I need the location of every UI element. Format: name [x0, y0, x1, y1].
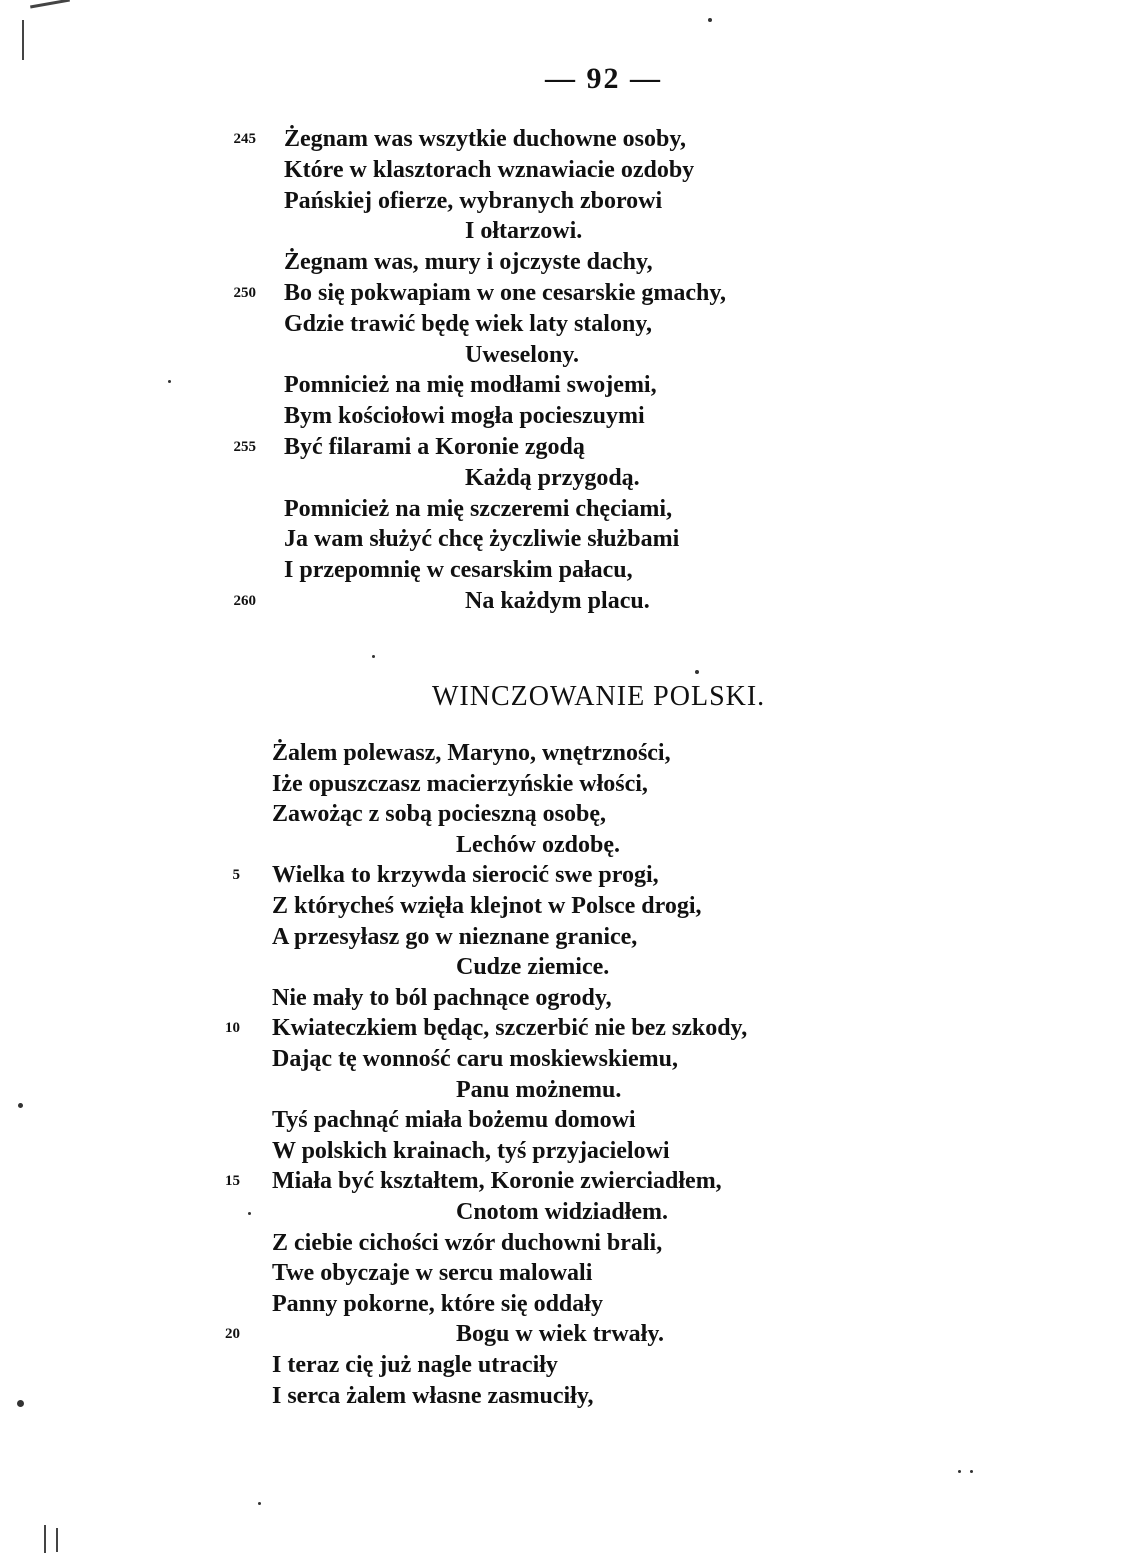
verse-line	[0, 340, 1140, 371]
verse-line-text: A przesyłasz go w nieznane granice,	[272, 923, 638, 950]
verse-line	[0, 278, 1140, 309]
verse-line-text: I serca żalem własne zasmuciły,	[272, 1382, 594, 1409]
verse-line-text: Miała być kształtem, Koronie zwierciadłem,	[272, 1168, 722, 1195]
page-number-header: — 92 —	[545, 62, 662, 95]
verse-line	[0, 247, 1140, 278]
verse-line	[0, 1228, 1140, 1259]
verse-line-text: Pańskiej ofierze, wybranych zborowi	[284, 187, 663, 214]
line-number: 5	[232, 867, 240, 884]
verse-line	[0, 432, 1140, 463]
page-edge-mark	[30, 0, 70, 8]
verse-line-text: W polskich krainach, tyś przyjacielowi	[272, 1137, 670, 1164]
verse-line-text: Zawożąc z sobą pocieszną osobę,	[272, 801, 606, 828]
verse-line	[0, 1319, 1140, 1350]
verse-line-text: Panny pokorne, które się oddały	[272, 1290, 603, 1317]
speck	[970, 1470, 973, 1473]
verse-line	[0, 1289, 1140, 1320]
verse-line-text: Bo się pokwapiam w one cesarskie gmachy,	[284, 280, 727, 306]
line-number: 245	[233, 131, 256, 147]
verse-line-text: Które w klasztorach wznawiacie ozdoby	[284, 156, 695, 183]
verse-line-text: Z którycheś wzięła klejnot w Polsce drogi,	[272, 893, 702, 919]
verse-line-text: Być filarami a Koronie zgodą	[284, 434, 585, 460]
verse-line-text: Tyś pachnąć miała bożemu domowi	[272, 1107, 636, 1134]
line-number: 10	[225, 1020, 240, 1037]
verse-line-text: Żalem polewasz, Maryno, wnętrzności,	[272, 740, 671, 766]
verse-line	[0, 586, 1140, 617]
verse-line	[0, 891, 1140, 922]
line-number: 20	[225, 1326, 240, 1343]
line-number: 15	[225, 1173, 240, 1190]
verse-line-text: Kwiateczkiem będąc, szczerbić nie bez szkody,	[272, 1015, 748, 1042]
verse-line	[0, 186, 1140, 217]
verse-line	[0, 1136, 1140, 1167]
verse-line	[0, 769, 1140, 800]
verse-line	[0, 155, 1140, 186]
verse-line	[0, 983, 1140, 1014]
verse-line	[0, 922, 1140, 953]
verse-line-text: Pomnicież na mię szczeremi chęciami,	[284, 495, 673, 522]
verse-line	[0, 555, 1140, 586]
verse-line-text: Z ciebie cichości wzór duchowni brali,	[272, 1229, 663, 1256]
speck	[258, 1502, 261, 1505]
verse-line-text: Wielka to krzywda sierocić swe progi,	[272, 862, 659, 889]
verse-line	[0, 370, 1140, 401]
verse-line	[0, 1258, 1140, 1289]
verse-line	[0, 463, 1140, 494]
verse-line-text: I teraz cię już nagle utraciły	[272, 1352, 558, 1378]
verse-line	[0, 309, 1140, 340]
verse-line	[0, 1044, 1140, 1075]
verse-line	[0, 1350, 1140, 1381]
verse-line-text: Pomnicież na mię modłami swojemi,	[284, 372, 657, 399]
verse-line	[0, 494, 1140, 525]
verse-line-text: Żegnam was, mury i ojczyste dachy,	[284, 249, 653, 276]
verse-line	[0, 1105, 1140, 1136]
line-number: 250	[233, 285, 256, 301]
verse-line-text: Iże opuszczasz macierzyńskie włości,	[272, 770, 648, 797]
verse-line	[0, 1166, 1140, 1197]
refrain-line-text: Na każdym placu.	[465, 588, 650, 614]
speck	[695, 670, 699, 674]
verse-line-text: Twe obyczaje w sercu malowali	[272, 1260, 593, 1287]
line-number: 255	[233, 439, 256, 455]
refrain-line-text: Bogu w wiek trwały.	[456, 1321, 665, 1348]
verse-line	[0, 1013, 1140, 1044]
verse-line-text: Ja wam służyć chcę życzliwie służbami	[284, 526, 680, 553]
verse-line-text: Dając tę wonność caru moskiewskiemu,	[272, 1046, 678, 1072]
refrain-line-text: Cnotom widziadłem.	[456, 1199, 668, 1225]
refrain-line-text: Panu możnemu.	[456, 1076, 622, 1103]
verse-line	[0, 738, 1140, 769]
verse-line	[0, 830, 1140, 861]
line-number: 260	[233, 593, 256, 609]
refrain-line-text: I ołtarzowi.	[465, 218, 583, 245]
verse-line	[0, 1381, 1140, 1412]
verse-line	[0, 1197, 1140, 1228]
verse-line	[0, 216, 1140, 247]
speck	[372, 655, 375, 658]
verse-line	[0, 952, 1140, 983]
page-edge-mark	[22, 20, 24, 60]
verse-line	[0, 524, 1140, 555]
verse-line-text: I przepomnię w cesarskim pałacu,	[284, 557, 633, 584]
verse-line	[0, 799, 1140, 830]
verse-line	[0, 124, 1140, 155]
refrain-line-text: Uweselony.	[465, 341, 579, 368]
verse-line-text: Bym kościołowi mogła pocieszuymi	[284, 403, 645, 430]
refrain-line-text: Lechów ozdobę.	[456, 831, 620, 858]
speck	[708, 18, 712, 22]
speck	[958, 1470, 961, 1473]
refrain-line-text: Każdą przygodą.	[465, 464, 640, 491]
verse-line-text: Żegnam was wszytkie duchowne osoby,	[284, 126, 687, 152]
verse-line	[0, 860, 1140, 891]
page-edge-mark	[56, 1528, 58, 1552]
verse-line-text: Nie mały to ból pachnące ogrody,	[272, 984, 612, 1011]
poem-title: WINCZOWANIE POLSKI.	[432, 681, 766, 712]
refrain-line-text: Cudze ziemice.	[456, 954, 610, 981]
verse-line	[0, 1075, 1140, 1106]
verse-line-text: Gdzie trawić będę wiek laty stalony,	[284, 310, 652, 337]
page-edge-mark	[44, 1525, 46, 1553]
verse-line	[0, 401, 1140, 432]
